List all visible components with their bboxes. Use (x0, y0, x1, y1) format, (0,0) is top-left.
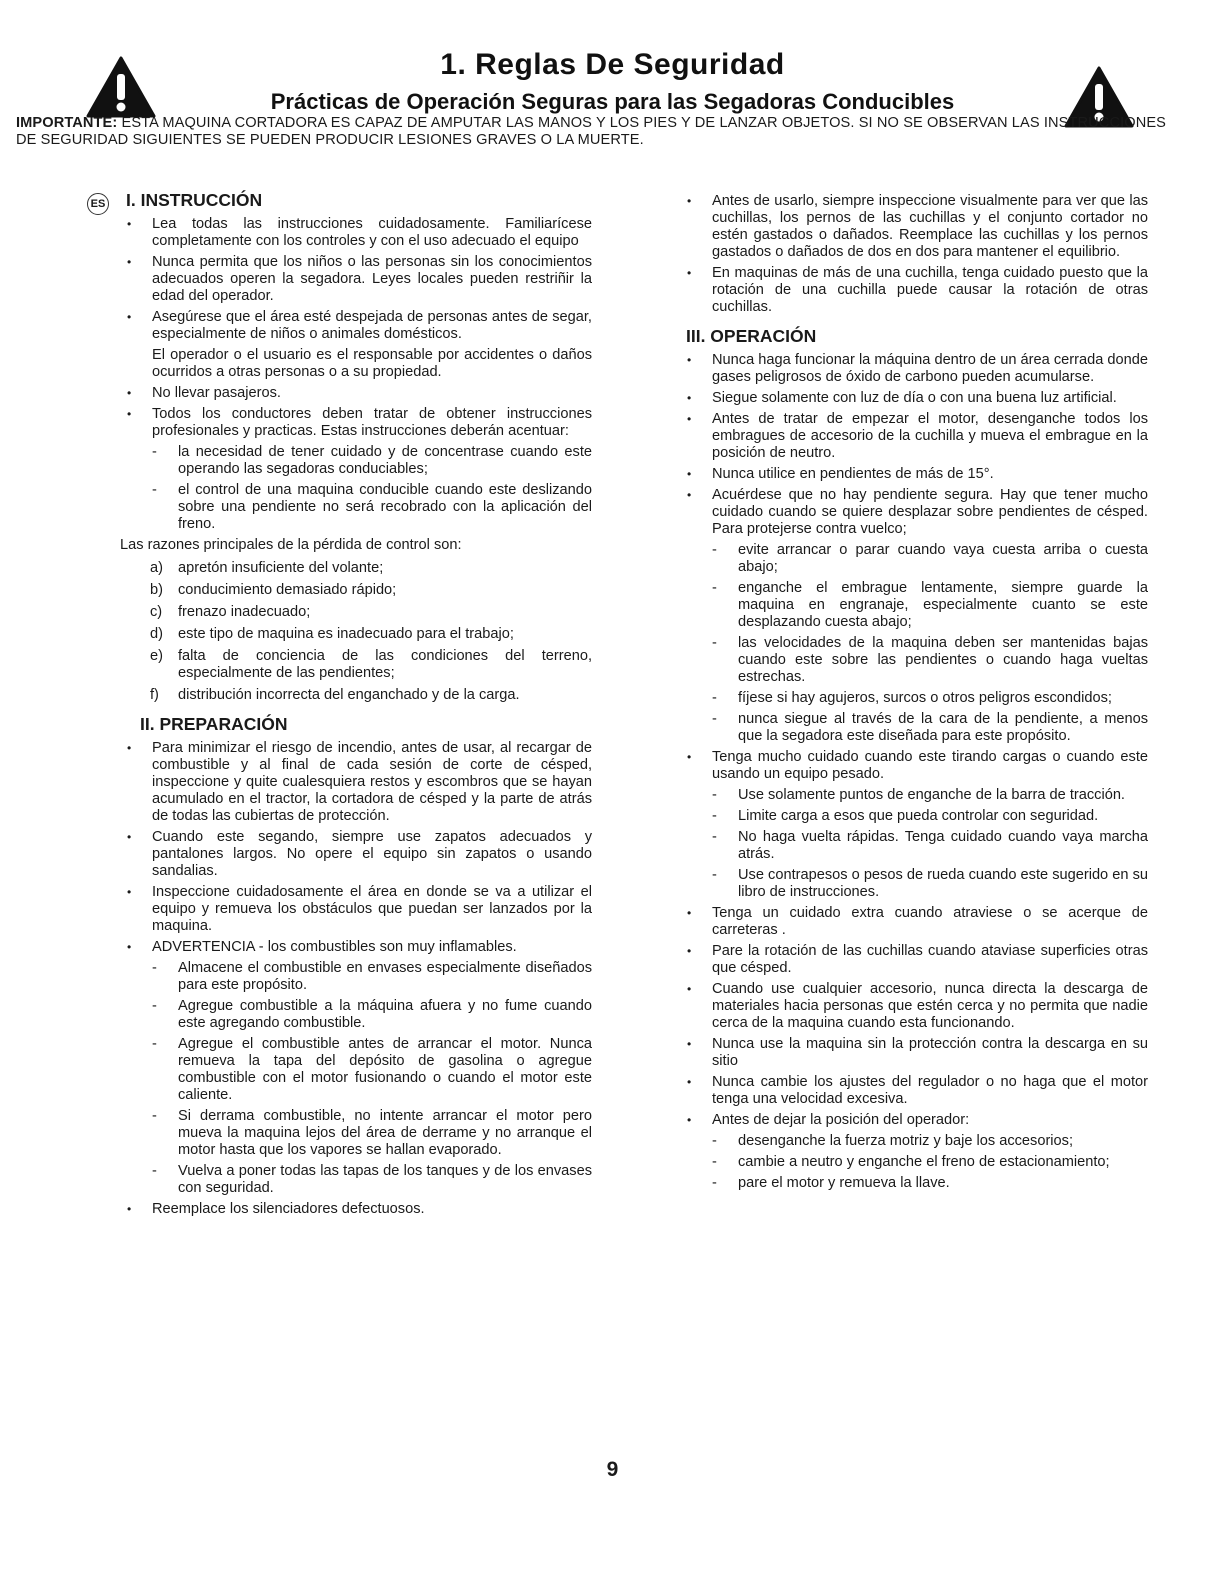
page-title: 1. Reglas De Seguridad (440, 48, 785, 81)
right-column (672, 193, 1148, 1196)
reason-label: a) (150, 560, 163, 576)
dash-item: - enganche el embrague lentamente, siempre guarde la maquina en engranaje, especialmente cuanto se este desplazando cuesta abajo; (672, 580, 1148, 631)
section-title-preparacion: II. PREPARACIÓN (140, 714, 288, 734)
reason-item (112, 560, 592, 577)
reason-label: c) (150, 604, 163, 620)
list-item: • Lea todas las instrucciones cuidadosamente. Familiarícese completamente con los controles y con el uso adecuado el equipo (112, 216, 592, 250)
blade-list (672, 193, 1148, 316)
reason-text: falta de conciencia de las condiciones del terreno, especialmente de las pendientes; (178, 648, 592, 681)
list-item: • Reemplace los silenciadores defectuosos. (112, 1201, 592, 1218)
reason-item (112, 626, 592, 643)
operation-list (672, 352, 1148, 1192)
section-title-instruccion: I. INSTRUCCIÓN (126, 190, 263, 210)
reason-text: distribución incorrecta del enganchado y de la carga. (178, 687, 520, 703)
list-item: • Tenga un cuidado extra cuando atraviese o se acerque de carreteras . (672, 905, 1148, 939)
list-item: • Inspeccione cuidadosamente el área en donde se va a utilizar el equipo y remueva los obstáculos que puedan ser lanzados por la maquina. (112, 884, 592, 935)
language-badge: ES (87, 193, 109, 215)
dash-item: - Vuelva a poner todas las tapas de los tanques y de los envases con seguridad. (112, 1163, 592, 1197)
list-item: • Acuérdese que no hay pendiente segura. Hay que tener mucho cuidado cuando se quiere desplazar sobre pendientes de césped. Para protejerse contra vuelco; (672, 487, 1148, 538)
list-item: • Antes de dejar la posición del operador: (672, 1112, 1148, 1129)
dash-item: - No haga vuelta rápidas. Tenga cuidado cuando vaya marcha atrás. (672, 829, 1148, 863)
list-item: • Nunca utilice en pendientes de más de 15°. (672, 466, 1148, 483)
important-notice (16, 115, 1166, 149)
instruction-list-2 (112, 385, 592, 533)
dash-item: - Limite carga a esos que pueda controlar con seguridad. (672, 808, 1148, 825)
reasons-intro: Las razones principales de la pérdida de control son: (120, 537, 462, 553)
dash-item: - las velocidades de la maquina deben ser mantenidas bajas cuando este sobre las pendientes o cuando haga vueltas estrechas. (672, 635, 1148, 686)
important-label: IMPORTANTE: (16, 115, 118, 131)
reason-label: f) (150, 687, 159, 703)
list-item: • Siegue solamente con luz de día o con una buena luz artificial. (672, 390, 1148, 407)
list-item: • Cuando este segando, siempre use zapatos adecuados y pantalones largos. No opere el equipo sin zapatos o usando sandalias. (112, 829, 592, 880)
list-item: • Cuando use cualquier accesorio, nunca directa la descarga de materiales hacia personas que estén cerca y no permita que nadie cerca de la maquina cuando esta funcionando. (672, 981, 1148, 1032)
reason-text: conducimiento demasiado rápido; (178, 582, 397, 598)
reason-text: frenazo inadecuado; (178, 604, 311, 620)
reason-label: d) (150, 626, 163, 642)
dash-item: - Si derrama combustible, no intente arrancar el motor pero mueva la maquina lejos del área de derrame y no arranque el motor hasta que los vapores se hallan evaporado. (112, 1108, 592, 1159)
list-item: • Nunca haga funcionar la máquina dentro de un área cerrada donde gases peligrosos de óxido de carbono pueden acumularse. (672, 352, 1148, 386)
dash-item: - Agregue el combustible antes de arrancar el motor. Nunca remueva la tapa del depósito de gasolina o agregue combustible con el motor fusionando o cuando el motor este caliente. (112, 1036, 592, 1104)
list-item: • Asegúrese que el área esté despejada de personas antes de segar, especialmente de niños o animales domésticos. (112, 309, 592, 343)
list-item: • En maquinas de más de una cuchilla, tenga cuidado puesto que la rotación de una cuchilla puede causar la rotación de otras cuchillas. (672, 265, 1148, 316)
reason-label: b) (150, 582, 163, 598)
list-item: • No llevar pasajeros. (112, 385, 592, 402)
reasons-list (112, 560, 592, 704)
list-item: • Para minimizar el riesgo de incendio, antes de usar, al recargar de combustible y al final de cada sesión de corte de césped, inspeccione y quite cualesquiera restos y escombros que se hayan acumulado en el tractor, la cortadora de césped y la parte de atrás de todas las cubiertas de protección. (112, 740, 592, 825)
list-item: • Antes de usarlo, siempre inspeccione visualmente para ver que las cuchillas, los pernos de las cuchillas y el conjunto cortador no estén gastados o dañados. Reemplace las cuchillas y los pernos gastados o dañados de dos en dos para mantener el equilibrio. (672, 193, 1148, 261)
reason-item (112, 604, 592, 621)
dash-item: - evite arrancar o parar cuando vaya cuesta arriba o cuesta abajo; (672, 542, 1148, 576)
dash-item: - desenganche la fuerza motriz y baje los accesorios; (672, 1133, 1148, 1150)
reason-text: apretón insuficiente del volante; (178, 560, 384, 576)
dash-item: - Agregue combustible a la máquina afuera y no fume cuando este agregando combustible. (112, 998, 592, 1032)
important-text: ESTA MAQUINA CORTADORA ES CAPAZ DE AMPUTAR LAS MANOS Y LOS PIES Y DE LANZAR OBJETOS. SI NO SE OBSERVAN LAS INSTRUCCIONES DE SEGURIDAD SIGUIENTES SE PUEDEN PRODUCIR LESIONES GRAVES O LA MUERTE. (16, 115, 1166, 148)
dash-item: - el control de una maquina conducible cuando este deslizando sobre una pendiente no será recobrado con la aplicación del freno. (112, 482, 592, 533)
list-item: • Tenga mucho cuidado cuando este tirando cargas o cuando este usando un equipo pesado. (672, 749, 1148, 783)
dash-item: - nunca siegue al través de la cara de la pendiente, a menos que la segadora este diseñada para este propósito. (672, 711, 1148, 745)
list-item: • Nunca cambie los ajustes del regulador o no haga que el motor tenga una velocidad excesiva. (672, 1074, 1148, 1108)
list-item: • Pare la rotación de las cuchillas cuando ataviase superficies otras que césped. (672, 943, 1148, 977)
dash-item: - Use contrapesos o pesos de rueda cuando este sugerido en su libro de instrucciones. (672, 867, 1148, 901)
dash-item: - Use solamente puntos de enganche de la barra de tracción. (672, 787, 1148, 804)
page-number: 9 (606, 1458, 619, 1481)
preparation-list (112, 740, 592, 1218)
dash-item: - cambie a neutro y enganche el freno de estacionamiento; (672, 1154, 1148, 1171)
reason-text: este tipo de maquina es inadecuado para el trabajo; (178, 626, 514, 642)
section-title-operacion: III. OPERACIÓN (686, 326, 817, 346)
list-item: • Nunca use la maquina sin la protección contra la descarga en su sitio (672, 1036, 1148, 1070)
paragraph: El operador o el usuario es el responsable por accidentes o daños ocurridos a otras personas o a su propiedad. (152, 347, 592, 380)
reason-item (112, 648, 592, 682)
dash-item: - la necesidad de tener cuidado y de concentrase cuando este operando las segadoras conduciables; (112, 444, 592, 478)
left-column (112, 190, 592, 1222)
dash-item: - Almacene el combustible en envases especialmente diseñados para este propósito. (112, 960, 592, 994)
list-item: • ADVERTENCIA - los combustibles son muy inflamables. (112, 939, 592, 956)
reason-item (112, 687, 592, 704)
page-subtitle: Prácticas de Operación Seguras para las Segadoras Conducibles (270, 89, 955, 114)
dash-item: - fíjese si hay agujeros, surcos o otros peligros escondidos; (672, 690, 1148, 707)
list-item: • Antes de tratar de empezar el motor, desenganche todos los embragues de accesorio de la cuchilla y mueva el embrague en la posición de neutro. (672, 411, 1148, 462)
list-item: • Todos los conductores deben tratar de obtener instrucciones profesionales y practicas. Estas instrucciones deberán acentuar: (112, 406, 592, 440)
instruction-list (112, 216, 592, 343)
dash-item: - pare el motor y remueva la llave. (672, 1175, 1148, 1192)
reason-label: e) (150, 648, 163, 664)
reason-item (112, 582, 592, 599)
list-item: • Nunca permita que los niños o las personas sin los conocimientos adecuados operen la segadora. Leyes locales pueden restriñir la edad del operador. (112, 254, 592, 305)
